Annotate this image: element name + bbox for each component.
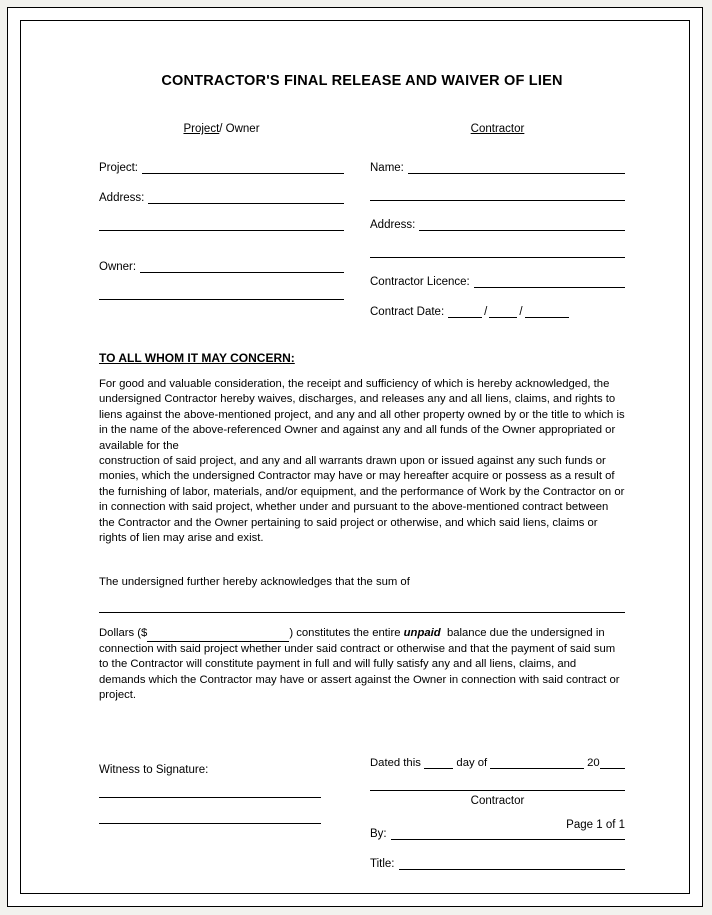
dated-year-input[interactable]: [600, 756, 625, 769]
contractor-heading: [370, 123, 625, 139]
field-title-input[interactable]: [399, 856, 626, 870]
field-owner[interactable]: [99, 256, 344, 273]
field-contractor-licence-label: Contractor Licence:: [370, 276, 470, 288]
witness-printed-name-input[interactable]: [99, 822, 321, 824]
contractor-heading-text: Contractor: [470, 123, 525, 135]
field-project[interactable]: [99, 157, 344, 174]
release-paragraph-3: connection with said project whether under said contract or otherwise and that the payment of said sum to the Contractor will constitute payment in full and will fully satisfy any and all liens, claims, and demands which the Contractor may have or assert against the Owner in connection with said contract or project.: [99, 642, 620, 702]
contractor-signature-column: [362, 726, 625, 883]
dollars-suffix: ) constitutes the entire: [289, 627, 401, 640]
page-footer: Page 1 of 1: [566, 819, 625, 831]
concern-heading: TO ALL WHOM IT MAY CONCERN:: [99, 351, 295, 365]
field-contract-date-input[interactable]: [448, 304, 568, 318]
dollars-tail: balance due the undersigned in: [446, 627, 605, 640]
dated-day-input[interactable]: [424, 756, 453, 769]
field-address-left[interactable]: [99, 187, 344, 204]
field-name-label: Name:: [370, 162, 404, 174]
document-body: [21, 21, 689, 893]
date-slash-1: /: [484, 306, 488, 318]
payment-text: [99, 642, 625, 704]
field-contractor-licence-input[interactable]: [474, 274, 625, 288]
contract-date-month[interactable]: [448, 304, 482, 318]
field-project-input[interactable]: [142, 160, 344, 174]
unpaid-emphasis: unpaid: [403, 627, 441, 640]
contractor-signature-block: [370, 789, 625, 807]
contract-date-year[interactable]: [525, 304, 569, 318]
project-owner-column: [99, 123, 362, 331]
field-contract-date-label: Contract Date:: [370, 306, 445, 318]
page-outer-border: [7, 7, 703, 907]
owner-heading-rest: / Owner: [219, 123, 260, 135]
witness-label: Witness to Signature:: [99, 763, 209, 776]
contractor-signature-caption: Contractor: [470, 794, 525, 807]
field-address-right-label: Address:: [370, 219, 416, 231]
field-address-right-input-line2[interactable]: [370, 244, 625, 258]
release-paragraph-1: For good and valuable consideration, the receipt and sufficiency of which is hereby acknowledged, the undersigned Contractor hereby waives, discharges, and releases any and all liens, claims, and rights to liens against the above-mentioned project, and any and all other property owned by or the title to which is in the name of the above-referenced Owner and against any and all funds of the Owner appropriated or available for the: [99, 378, 625, 452]
project-heading-underlined: Project: [183, 123, 220, 135]
sum-amount-words-input[interactable]: [99, 599, 625, 613]
release-text: [99, 377, 625, 546]
field-address-left-input[interactable]: [148, 190, 344, 204]
field-owner-input-line2[interactable]: [99, 286, 344, 300]
signature-section: [99, 726, 625, 883]
dated-row[interactable]: [370, 756, 625, 769]
dollars-prefix: Dollars ($: [99, 627, 148, 640]
spacer: [99, 244, 344, 256]
dated-month-input[interactable]: [490, 756, 584, 769]
release-paragraph-2: construction of said project, and any and all warrants drawn upon or issued against any such funds or monies, which the undersigned Contractor may have or may hereafter acquire or possess as a result of the furnishing of labor, materials, and/or equipment, and the performance of Work by the Contractor on or in connection with said project, whether under and pursuant to the above-mentioned contract between the Contractor and the Owner pertaining to said project or otherwise, and which said liens, claims or rights of lien may arise and exist.: [99, 455, 625, 545]
field-contract-date[interactable]: [370, 301, 625, 318]
field-owner-input[interactable]: [140, 259, 344, 273]
acknowledgement-line: The undersigned further hereby acknowledges that the sum of: [99, 576, 410, 589]
field-contractor-licence[interactable]: [370, 271, 625, 288]
dated-prefix: Dated this: [370, 756, 421, 769]
field-owner-label: Owner:: [99, 261, 137, 273]
page-inner-border: [20, 20, 690, 894]
field-title-label: Title:: [370, 857, 395, 870]
contract-date-day[interactable]: [489, 304, 517, 318]
dollars-amount-input[interactable]: [147, 628, 289, 642]
page-title: CONTRACTOR'S FINAL RELEASE AND WAIVER OF LIEN: [161, 73, 563, 89]
parties-section: [99, 123, 625, 331]
witness-column: [99, 726, 362, 883]
field-title[interactable]: [370, 853, 625, 870]
field-address-right-input[interactable]: [419, 217, 625, 231]
dated-year-prefix: 20: [587, 756, 600, 769]
contractor-column: [362, 123, 625, 331]
project-owner-heading: [99, 123, 344, 139]
field-name-input-line2[interactable]: [370, 187, 625, 201]
dated-middle: day of: [456, 756, 488, 769]
field-by-label: By:: [370, 827, 387, 840]
field-address-left-label: Address:: [99, 192, 145, 204]
field-name-input[interactable]: [408, 160, 625, 174]
field-name[interactable]: [370, 157, 625, 174]
witness-signature-input[interactable]: [99, 796, 321, 798]
contractor-signature-input[interactable]: [370, 789, 625, 791]
date-slash-2: /: [519, 306, 523, 318]
dollars-row: [99, 626, 625, 641]
field-address-left-input-line2[interactable]: [99, 217, 344, 231]
field-project-label: Project:: [99, 162, 138, 174]
field-address-right[interactable]: [370, 214, 625, 231]
